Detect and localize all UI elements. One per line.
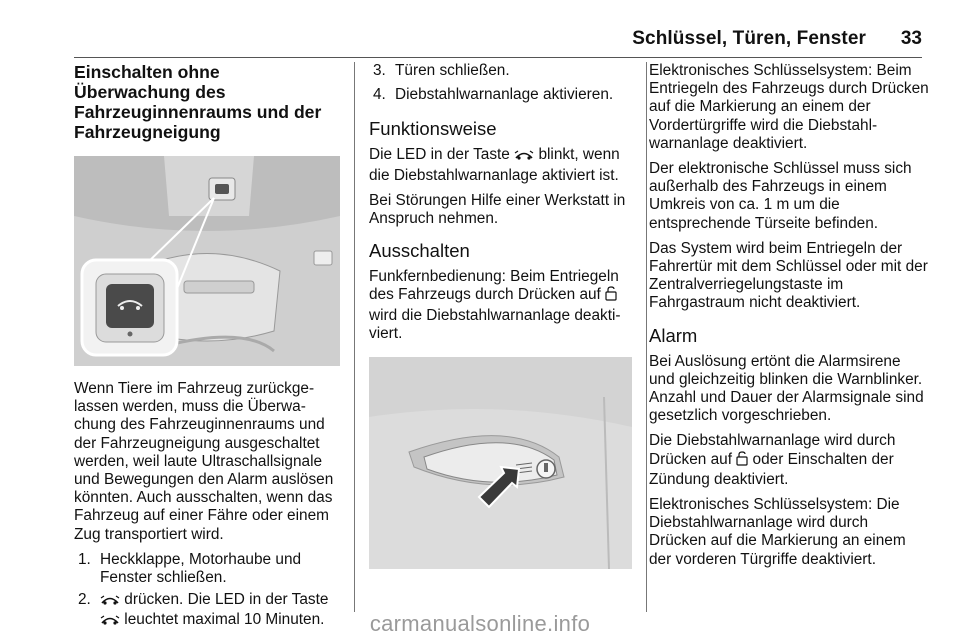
- step-text: leuchtet maximal 10 Minuten.: [124, 611, 325, 629]
- car-tilt-icon: [514, 148, 534, 166]
- step-number: 2.: [78, 591, 91, 609]
- page-header-title: Schlüssel, Türen, Fenster: [632, 28, 866, 49]
- section-heading-function: Funktionsweise: [369, 118, 497, 140]
- paragraph-keyless-alarm-off: Elektronisches Schlüsselsystem: Die Diebstahlwarnanlage wird durch Drücken auf die Markierung an einem der vorderen Türgriffe deaktiviert.: [649, 496, 906, 568]
- paragraph-driver-door: Das System wird beim Entriegeln der Fahrertür mit dem Schlüssel oder mit der Zentralverriegelungstaste im Fahrgastraum nicht deaktiviert.: [649, 239, 928, 312]
- step-number: 4.: [373, 86, 386, 104]
- text-run: blinkt, wenn die Diebstahlwarnanlage aktiviert ist.: [369, 146, 620, 184]
- door-handle-figure: [369, 357, 632, 569]
- column-2: [369, 62, 634, 569]
- paragraph-remote-unlock: [369, 268, 634, 343]
- paragraph-malfunction: Bei Störungen Hilfe einer Werkstatt in Anspruch nehmen.: [369, 191, 626, 228]
- unlock-icon: [736, 451, 748, 471]
- text-run: Funkfernbedienung: Beim Entriegeln des Fahrzeugs durch Drücken auf: [369, 268, 619, 304]
- list-item: [369, 62, 634, 80]
- step-text: Türen schließen.: [395, 62, 510, 79]
- step-number: 3.: [373, 62, 386, 79]
- unlock-icon: [605, 286, 617, 306]
- text-run: Die LED in der Taste: [369, 146, 510, 164]
- text-run: wird die Diebstahlwarnanlage deaktiviert.: [369, 306, 621, 342]
- section-heading-alarm: Alarm: [649, 324, 698, 346]
- paragraph-alarm-deactivate: [649, 432, 929, 489]
- column-3: [649, 62, 929, 576]
- paragraph-alarm-trigger: Bei Auslösung ertönt die Alarmsirene und gleichzeitig blinken die Warnblinker. Anzahl und Dauer der Alarmsignale sind gesetzlich vorgeschrieben.: [649, 352, 924, 425]
- column-divider-1: [354, 62, 355, 612]
- step-text: Diebstahlwarnanlage aktivieren.: [395, 86, 614, 104]
- paragraph-key-range: Der elektronische Schlüssel muss sich außerhalb des Fahrzeugs in einem Umkreis von ca. 1 m um die entsprechende Türseite befinden.: [649, 160, 912, 232]
- step-number: 1.: [78, 550, 91, 568]
- header-rule: [74, 57, 922, 58]
- car-tilt-icon: [100, 593, 120, 611]
- interior-console-figure: [74, 156, 340, 366]
- door-handle-illustration: [369, 357, 632, 569]
- column-1: [74, 62, 340, 636]
- step-list-2: [369, 62, 634, 104]
- interior-console-illustration: [74, 156, 340, 366]
- watermark: carmanualsonline.info: [369, 611, 591, 636]
- page-number: 33: [900, 28, 922, 49]
- section-heading-switch-off: Ausschalten: [369, 240, 470, 262]
- text-run: oder Einschalten der Zündung deaktiviert.: [649, 450, 894, 488]
- column-divider-2: [646, 62, 647, 612]
- paragraph-keyless-unlock: Elektronisches Schlüsselsystem: Beim Entriegeln des Fahrzeugs durch Drücken auf die Markierung an einem der Vordertürgriffe wird die Diebstahlwarnanlage deaktiviert.: [649, 62, 929, 152]
- paragraph-animals-warning: Wenn Tiere im Fahrzeug zurückgelassen werden, muss die Überwachung des Fahrzeuginnenraums und der Fahrzeugneigung ausgeschaltet werden, weil laute Ultraschallsignale und Bewegungen den Alarm auslösen könnten. Auch ausschalten, wenn das Fahrzeug auf einer Fähre oder einem Zug transportiert wird.: [74, 380, 334, 543]
- paragraph-led-blinks: [369, 146, 634, 184]
- list-item: [74, 551, 340, 587]
- step-text: drücken. Die LED in der Taste: [124, 591, 329, 609]
- step-text: Heckklappe, Motorhaube und Fenster schließen.: [100, 550, 302, 587]
- list-item: [369, 86, 634, 104]
- section-heading-monitoring-off: Einschalten ohne Überwachung des Fahrzeuginnenraums und der Fahrzeugneigung: [74, 62, 322, 142]
- text-run: Die Diebstahlwarnanlage wird durch Drücken auf: [649, 432, 896, 468]
